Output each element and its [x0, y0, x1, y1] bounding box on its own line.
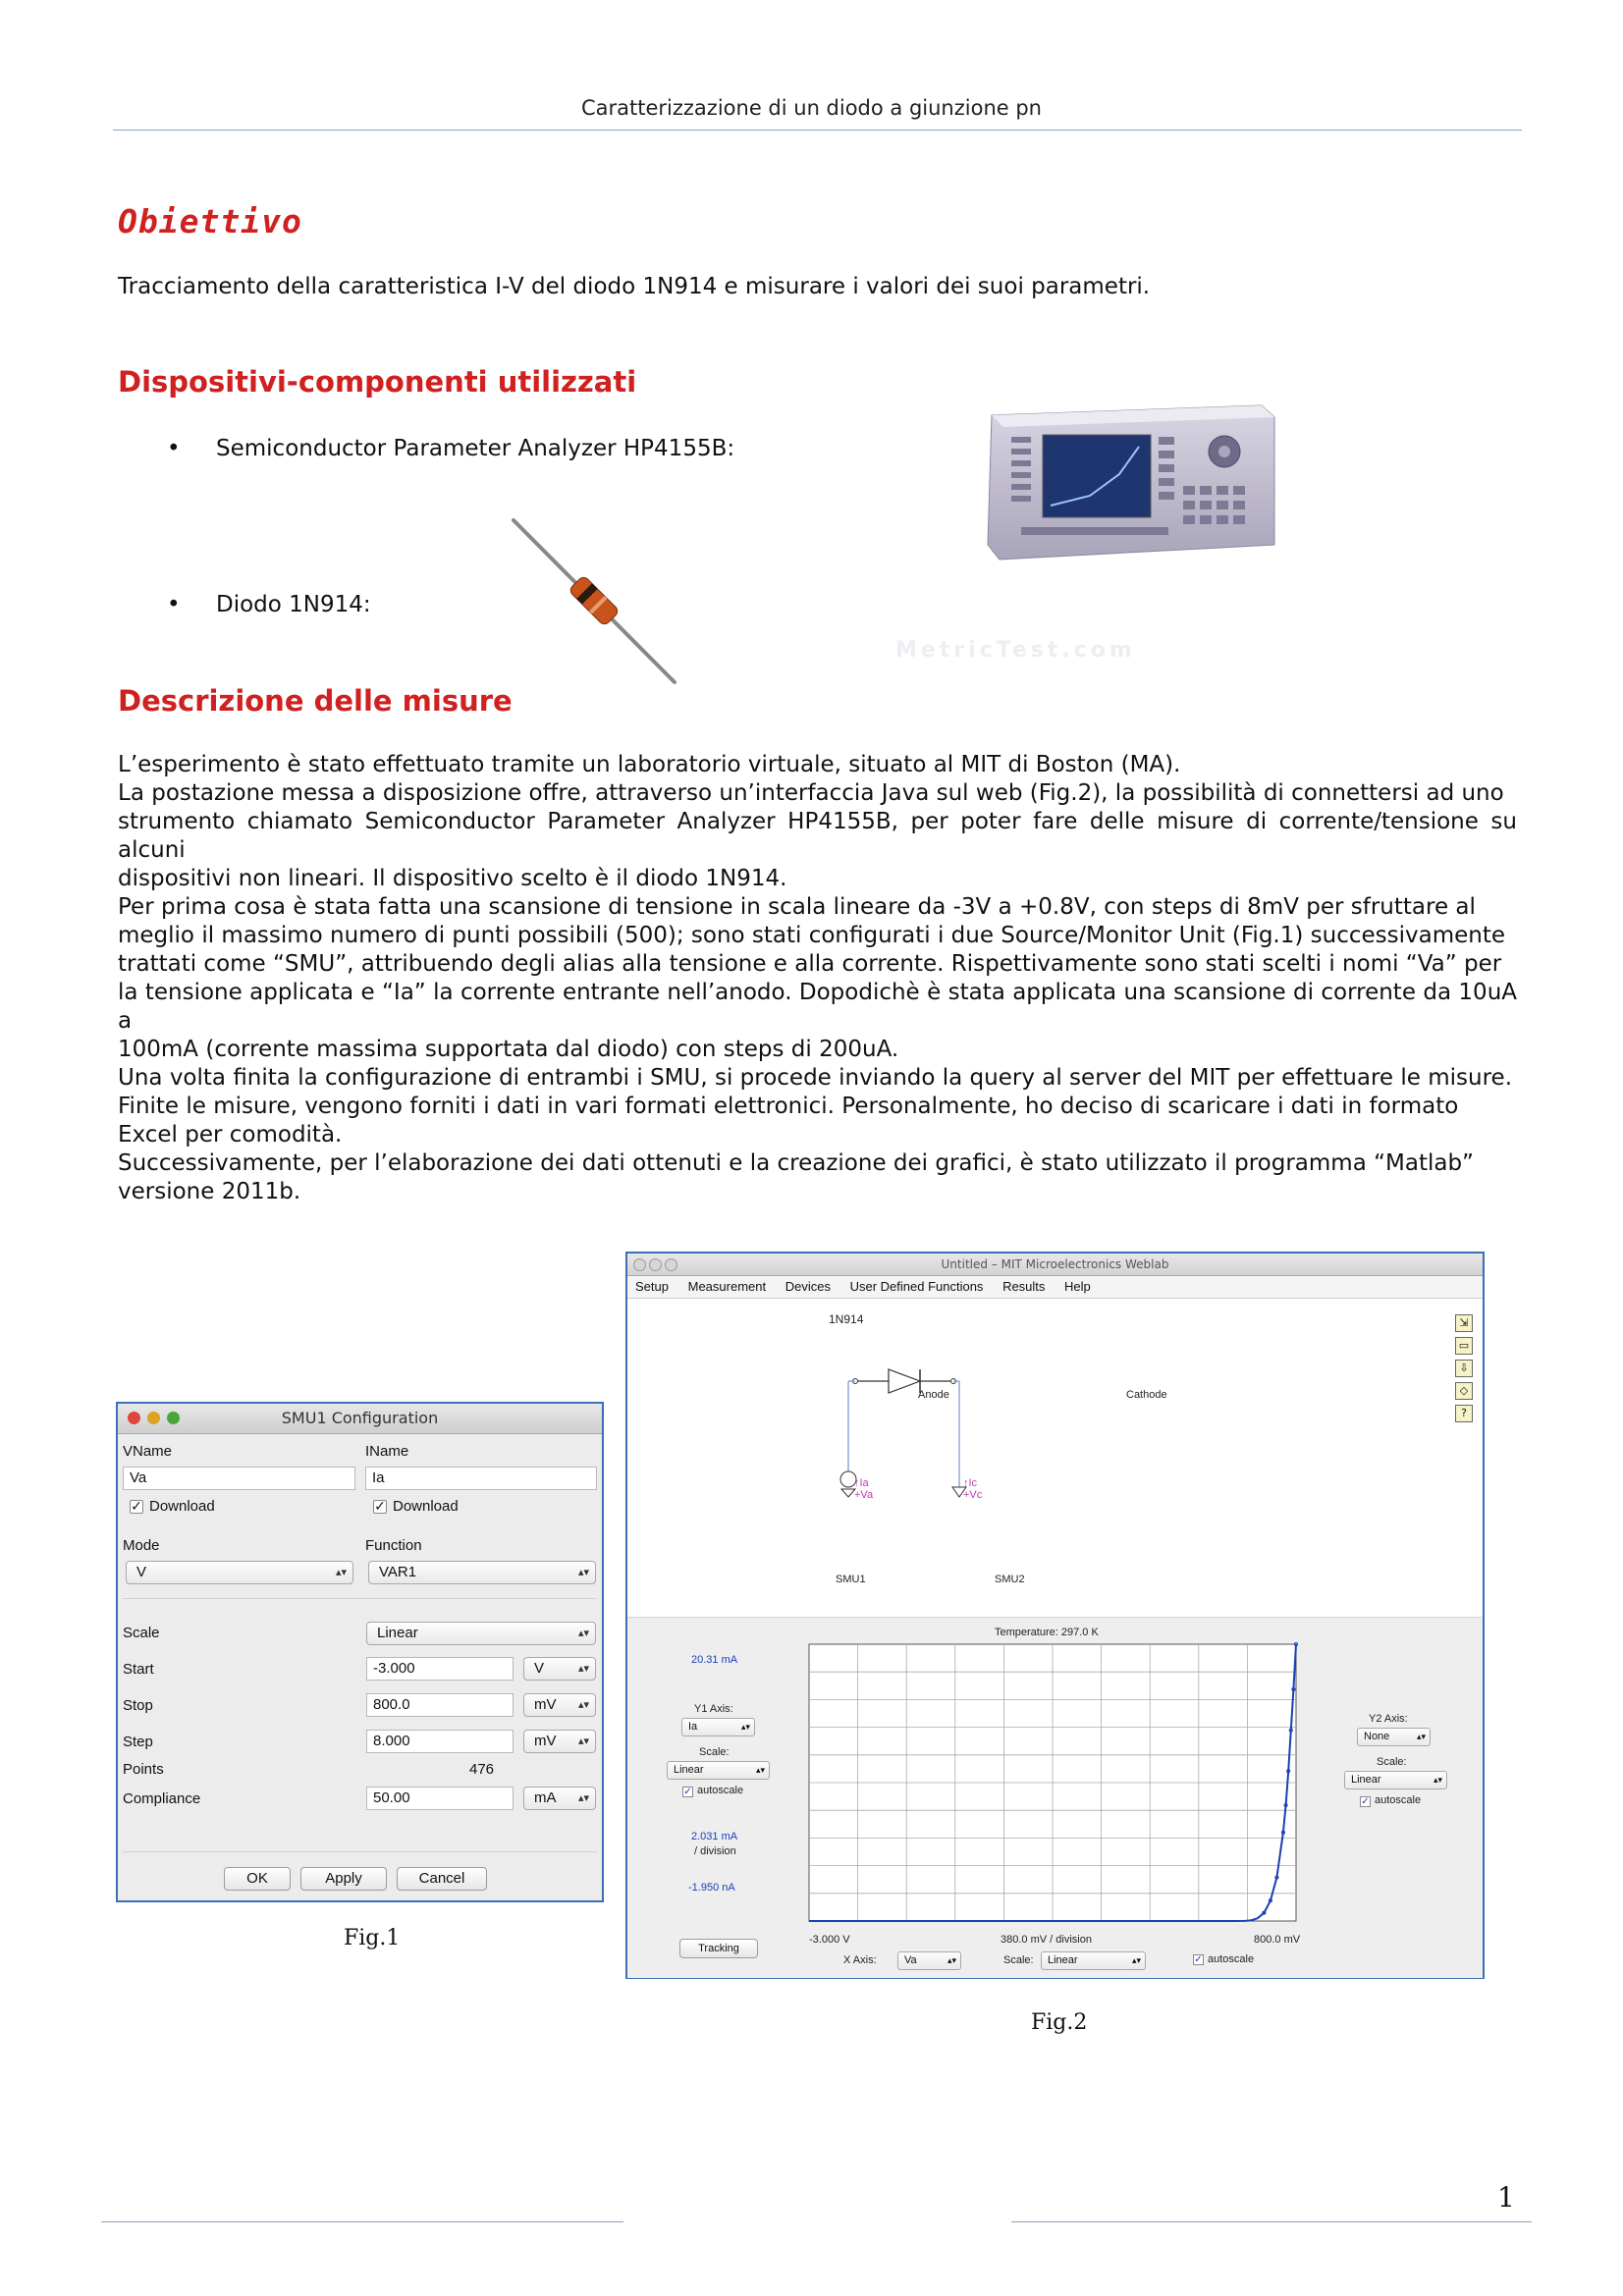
run-icon[interactable]: ⇲ [1455, 1314, 1473, 1332]
x-scale-value: Linear [1048, 1954, 1078, 1966]
x-max-label: 800.0 mV [1254, 1934, 1301, 1946]
smu1-current-label: ↑Ia [854, 1477, 869, 1489]
y1-scale-value: Linear [674, 1764, 704, 1776]
compliance-unit: mA [534, 1789, 557, 1806]
analyzer-image [982, 398, 1281, 564]
stepper-icon: ▴▾ [577, 1792, 589, 1804]
stepper-icon: ▴▾ [1131, 1955, 1141, 1965]
y2-scale-select[interactable] [1344, 1771, 1447, 1789]
close-icon[interactable] [633, 1258, 646, 1271]
divider [123, 1851, 597, 1852]
anode-label: Anode [918, 1389, 949, 1401]
stepper-icon: ▴▾ [335, 1567, 347, 1578]
step-label: Step [123, 1734, 153, 1750]
step-unit: mV [534, 1733, 557, 1749]
minimize-icon[interactable] [147, 1412, 160, 1424]
y1-autoscale-label: autoscale [697, 1785, 744, 1796]
device-item-analyzer: Semiconductor Parameter Analyzer HP4155B: [216, 436, 735, 461]
objective-heading: Obiettivo [118, 202, 302, 240]
function-value: VAR1 [379, 1564, 417, 1580]
x-division-label: 380.0 mV / division [1001, 1934, 1092, 1946]
function-select[interactable] [368, 1561, 596, 1584]
y1-axis-select[interactable] [681, 1718, 755, 1736]
y2-axis-value: None [1364, 1731, 1390, 1742]
paragraph-line: Excel per comodità. [118, 1122, 343, 1148]
start-unit: V [534, 1660, 545, 1677]
divider [123, 1598, 597, 1599]
stepper-icon: ▴▾ [740, 1722, 750, 1732]
start-unit-select[interactable] [523, 1657, 596, 1681]
zoom-icon[interactable] [665, 1258, 677, 1271]
paragraph-line: La postazione messa a disposizione offre, attraverso un’interfaccia Java sul web (Fig.2), la possibilità di connettersi ad uno [118, 780, 1504, 806]
running-header: Caratterizzazione di un diodo a giunzione pn [581, 96, 1042, 120]
weblab-window-title: Untitled – MIT Microelectronics Weblab [941, 1257, 1169, 1271]
footer-rule-right [1011, 2221, 1532, 2222]
x-scale-label: Scale: [1003, 1954, 1034, 1966]
scale-label: Scale [123, 1625, 160, 1641]
x-axis-label: X Axis: [843, 1954, 877, 1966]
smu2-label: SMU2 [995, 1574, 1025, 1585]
paragraph-line: L’esperimento è stato effettuato tramite un laboratorio virtuale, situato al MIT di Boston (MA). [118, 752, 1181, 777]
stepper-icon: ▴▾ [577, 1628, 589, 1639]
smu-configuration-window [116, 1402, 604, 1902]
paragraph-line: trattati come “SMU”, attribuendo degli alias alla tensione e alla corrente. Rispettivamente sono stati scelti i nomi “Va” per [118, 951, 1502, 977]
iname-download-checkbox[interactable]: ✓ [374, 1499, 386, 1515]
fig1-caption: Fig.1 [344, 1926, 401, 1950]
y1-scale-label: Scale: [699, 1746, 730, 1758]
y2-autoscale-label: autoscale [1375, 1794, 1422, 1806]
stepper-icon: ▴▾ [1433, 1775, 1442, 1785]
fig2-caption: Fig.2 [1031, 2010, 1088, 2035]
mode-label: Mode [123, 1537, 160, 1554]
x-axis-select[interactable] [897, 1951, 961, 1970]
smu1-label: SMU1 [836, 1574, 866, 1585]
save-icon[interactable]: ⇩ [1455, 1360, 1473, 1377]
open-folder-icon[interactable]: ▭ [1455, 1337, 1473, 1355]
vname-input[interactable]: Va [123, 1467, 355, 1490]
devices-heading: Dispositivi-componenti utilizzati [118, 365, 637, 399]
x-axis-value: Va [904, 1954, 917, 1966]
menu-bar [627, 1276, 1483, 1299]
compliance-unit-select[interactable] [523, 1787, 596, 1810]
scale-value: Linear [377, 1625, 418, 1641]
vname-label: VName [123, 1443, 173, 1460]
y-division-value: 2.031 mA [691, 1831, 738, 1842]
y2-axis-select[interactable] [1357, 1728, 1431, 1746]
stop-unit: mV [534, 1696, 557, 1713]
y1-scale-select[interactable] [667, 1761, 770, 1780]
device-name: 1N914 [829, 1312, 864, 1326]
close-icon[interactable] [128, 1412, 140, 1424]
points-label: Points [123, 1761, 164, 1778]
mode-select[interactable] [126, 1561, 353, 1584]
paragraph-line: la tensione applicata e “Ia” la corrente entrante nell’anodo. Dopodichè è stata applicata una scansione di corrente da 10uA a [118, 980, 1517, 1034]
stepper-icon: ▴▾ [947, 1955, 956, 1965]
paragraph-line: Per prima cosa è stata fatta una scansione di tensione in scala lineare da -3V a +0.8V, con steps di 8mV per sfruttare al [118, 894, 1476, 920]
stepper-icon: ▴▾ [577, 1735, 589, 1747]
y1-axis-label: Y1 Axis: [694, 1703, 733, 1715]
smu2-voltage-label: +Vc [963, 1489, 983, 1501]
stepper-icon: ▴▾ [1416, 1732, 1426, 1741]
weblab-window-titlebar [627, 1254, 1483, 1276]
iname-input[interactable]: Ia [365, 1467, 597, 1490]
stepper-icon: ▴▾ [755, 1765, 765, 1775]
cathode-label: Cathode [1126, 1389, 1167, 1401]
paragraph-line: strumento chiamato Semiconductor Parameter Analyzer HP4155B, per poter fare delle misure di corrente/tensione su alcuni [118, 809, 1517, 863]
y-division-unit: / division [694, 1845, 736, 1857]
stepper-icon: ▴▾ [577, 1699, 589, 1711]
function-label: Function [365, 1537, 422, 1554]
y2-axis-label: Y2 Axis: [1369, 1713, 1408, 1725]
iv-characteristic-chart [807, 1642, 1298, 1927]
header-rule [113, 130, 1522, 131]
iname-download-label: Download [393, 1498, 459, 1515]
temperature-label: Temperature: 297.0 K [995, 1627, 1099, 1638]
paragraph-line: Successivamente, per l’elaborazione dei dati ottenuti e la creazione dei grafici, è stato utilizzato il programma “Matlab” [118, 1150, 1474, 1176]
vname-download-label: Download [149, 1498, 215, 1515]
stepper-icon: ▴▾ [577, 1663, 589, 1675]
apply-button[interactable]: Apply [300, 1867, 387, 1891]
objective-text: Tracciamento della caratteristica I-V del diodo 1N914 e misurare i valori dei suoi parametri. [118, 274, 1151, 299]
y-max-label: 20.31 mA [691, 1654, 738, 1666]
start-input[interactable]: -3.000 [366, 1657, 514, 1681]
device-item-diode: Diodo 1N914: [216, 592, 371, 617]
ok-button[interactable]: OK [224, 1867, 291, 1891]
menu-results[interactable]: Results [1002, 1279, 1046, 1294]
smu-window-title: SMU1 Configuration [281, 1409, 439, 1427]
minimize-icon[interactable] [649, 1258, 662, 1271]
menu-setup[interactable]: Setup [635, 1279, 669, 1294]
points-value: 476 [469, 1761, 495, 1778]
y2-autoscale-checkbox[interactable]: ✓ [1361, 1796, 1370, 1807]
x-autoscale-label: autoscale [1208, 1953, 1255, 1965]
diode-image [506, 515, 682, 687]
paragraph-line: meglio il massimo numero di punti possibili (500); sono stati configurati i due Source/Monitor Unit (Fig.1) successivamente [118, 923, 1506, 948]
paragraph-line: 100mA (corrente massima supportata dal diodo) con steps di 200uA. [118, 1037, 899, 1062]
smu-window-titlebar [118, 1404, 602, 1434]
bullet-dot: • [167, 592, 181, 617]
page-number: 1 [1497, 2181, 1515, 2214]
bullet-dot: • [167, 436, 181, 461]
mode-value: V [136, 1564, 147, 1580]
footer-rule-left [101, 2221, 623, 2222]
y-min-label: -1.950 nA [688, 1882, 735, 1894]
iname-label: IName [365, 1443, 409, 1460]
stepper-icon: ▴▾ [577, 1567, 589, 1578]
start-label: Start [123, 1661, 154, 1678]
stop-input[interactable]: 800.0 [366, 1693, 514, 1717]
menu-help[interactable]: Help [1064, 1279, 1091, 1294]
compliance-label: Compliance [123, 1790, 201, 1807]
menu-measurement[interactable]: Measurement [687, 1279, 767, 1294]
x-min-label: -3.000 V [809, 1934, 850, 1946]
description-heading: Descrizione delle misure [118, 684, 513, 718]
y1-autoscale-checkbox[interactable]: ✓ [683, 1787, 692, 1797]
paragraph-line: Una volta finita la configurazione di entrambi i SMU, si procede inviando la query al server del MIT per effettuare le misure. [118, 1065, 1513, 1091]
menu-devices[interactable]: Devices [784, 1279, 831, 1294]
paragraph-line: versione 2011b. [118, 1179, 301, 1204]
step-unit-select[interactable] [523, 1730, 596, 1753]
scale-select[interactable] [366, 1622, 596, 1645]
tracking-button[interactable]: Tracking [679, 1939, 758, 1958]
description-paragraph-1 [118, 751, 1517, 893]
description-paragraph-2 [118, 893, 1517, 1206]
paragraph-line: Finite le misure, vengono forniti i dati in vari formati elettronici. Personalmente, ho deciso di scaricare i dati in formato [118, 1094, 1459, 1119]
paragraph-line: dispositivi non lineari. Il dispositivo scelto è il diodo 1N914. [118, 866, 787, 891]
image-watermark: MetricTest.com [895, 638, 1136, 663]
step-input[interactable]: 8.000 [366, 1730, 514, 1753]
vname-download-checkbox[interactable]: ✓ [131, 1499, 142, 1515]
x-autoscale-checkbox[interactable]: ✓ [1194, 1954, 1203, 1965]
y1-axis-value: Ia [688, 1721, 698, 1733]
tag-icon[interactable]: ◇ [1455, 1382, 1473, 1400]
weblab-window [625, 1252, 1485, 1979]
y2-scale-value: Linear [1351, 1774, 1381, 1786]
x-scale-select[interactable] [1041, 1951, 1146, 1970]
menu-user-defined-functions[interactable]: User Defined Functions [849, 1279, 984, 1294]
smu1-voltage-label: +Va [854, 1489, 874, 1501]
circuit-diagram [804, 1352, 1059, 1499]
cancel-button[interactable]: Cancel [397, 1867, 487, 1891]
stop-unit-select[interactable] [523, 1693, 596, 1717]
smu2-current-label: ↑Ic [963, 1477, 978, 1489]
stop-label: Stop [123, 1697, 153, 1714]
zoom-icon[interactable] [167, 1412, 180, 1424]
help-icon[interactable]: ? [1455, 1405, 1473, 1422]
y2-scale-label: Scale: [1377, 1756, 1407, 1768]
compliance-input[interactable]: 50.00 [366, 1787, 514, 1810]
